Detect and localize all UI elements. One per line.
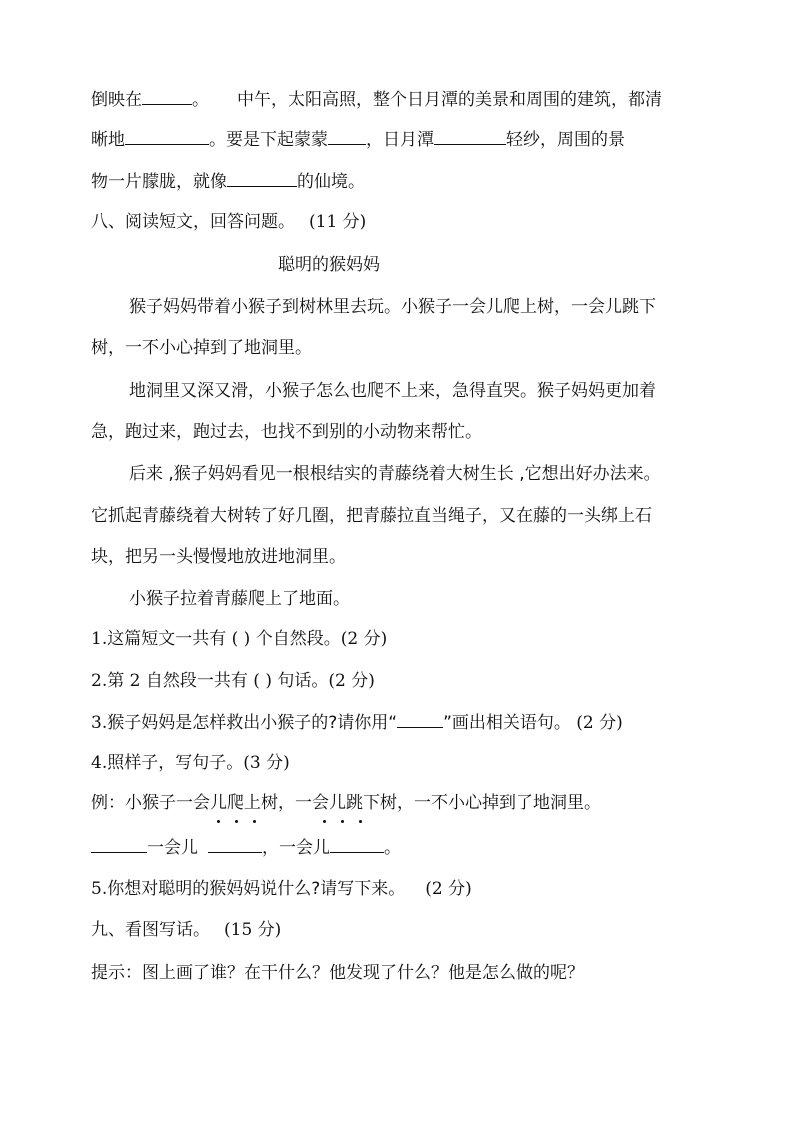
emphasis-dot [323,820,326,823]
answer-blank[interactable] [330,836,384,853]
story-paragraph-4: 小猴子拉着青藤爬上了地面。 [129,589,350,609]
underline-sample [397,711,443,728]
story-paragraph-2-line-2: 急，跑过来，跑过去，也找不到别的小动物来帮忙。 [91,422,482,442]
answer-blank[interactable] [208,836,262,853]
question-score: (2 分) [328,671,375,691]
question-4: 4.照样子，写句子。(3 分) [91,753,290,773]
fill-line-1: 倒映在 。 中午，太阳高照，整个日月潭的美景和周围的建筑，都清 [91,90,662,110]
story-paragraph-3-line-2: 它抓起青藤绕着大树转了好几圈，把青藤拉直当绳子，又在藤的一头绑上石 [91,506,652,526]
answer-blank[interactable] [328,128,366,145]
question-score: (2 分) [340,629,388,649]
emphasis-dot [359,820,362,823]
story-paragraph-3-line-3: 块，把另一头慢慢地放进地洞里。 [91,547,346,567]
answer-blank[interactable] [142,88,192,105]
answer-blank[interactable] [125,128,209,145]
fill-line-3: 物一片朦胧，就像 的仙境。 [91,172,365,192]
writing-hint: 提示：图上画了谁？在干什么？他发现了什么？他是怎么做的呢？ [91,963,584,983]
question-1: 1.这篇短文一共有 ( ) 个自然段。(2 分) [91,629,388,649]
section-score: (11 分) [309,212,367,232]
story-paragraph-1-line-1: 猴子妈妈带着小猴子到树林里去玩。小猴子一会儿爬上树，一会儿跳下 [129,297,656,317]
question-4-answer-line: 一会儿 ，一会儿 。 [91,836,401,859]
example-sentence: 例：小猴子一会儿爬上树，一会儿跳下树，一不小心掉到了地洞里。 [91,792,601,814]
section-9-heading: 九、看图写话。 (15 分) [91,920,282,940]
emphasis-dot [235,820,238,823]
story-paragraph-2-line-1: 地洞里又深又滑，小猴子怎么也爬不上来，急得直哭。猴子妈妈更加着 [129,381,656,401]
question-score: (3 分) [243,753,290,773]
question-score: (2 分) [425,879,472,899]
emphasis-dot [341,820,344,823]
section-8-heading: 八、阅读短文，回答问题。 (11 分) [91,212,367,232]
answer-blank[interactable] [227,170,297,187]
story-paragraph-1-line-2: 树，一不小心掉到了地洞里。 [91,338,312,358]
section-score: (15 分) [224,920,282,940]
fill-line-2: 晰地 。要是下起蒙蒙 ，日月潭 轻纱，周围的景 [91,130,625,150]
story-title: 聪明的猴妈妈 [278,255,380,275]
answer-blank[interactable] [91,836,147,853]
question-5: 5.你想对聪明的猴妈妈说什么?请写下来。 (2 分) [91,879,472,899]
answer-blank[interactable] [434,128,506,145]
story-paragraph-3-line-1: 后来 ,猴子妈妈看见一根根结实的青藤绕着大树生长 ,它想出好办法来。 [129,464,661,484]
emphasis-dot [217,820,220,823]
answer-paren[interactable]: ( ) [253,671,272,691]
question-3: 3.猴子妈妈是怎样救出小猴子的?请你用“ ”画出相关语句。 (2 分) [91,713,623,733]
question-2: 2.第 2 自然段一共有 ( ) 句话。(2 分) [91,671,375,691]
answer-paren[interactable]: ( ) [231,629,251,649]
emphasis-dot [253,820,256,823]
question-score: (2 分) [576,713,623,733]
